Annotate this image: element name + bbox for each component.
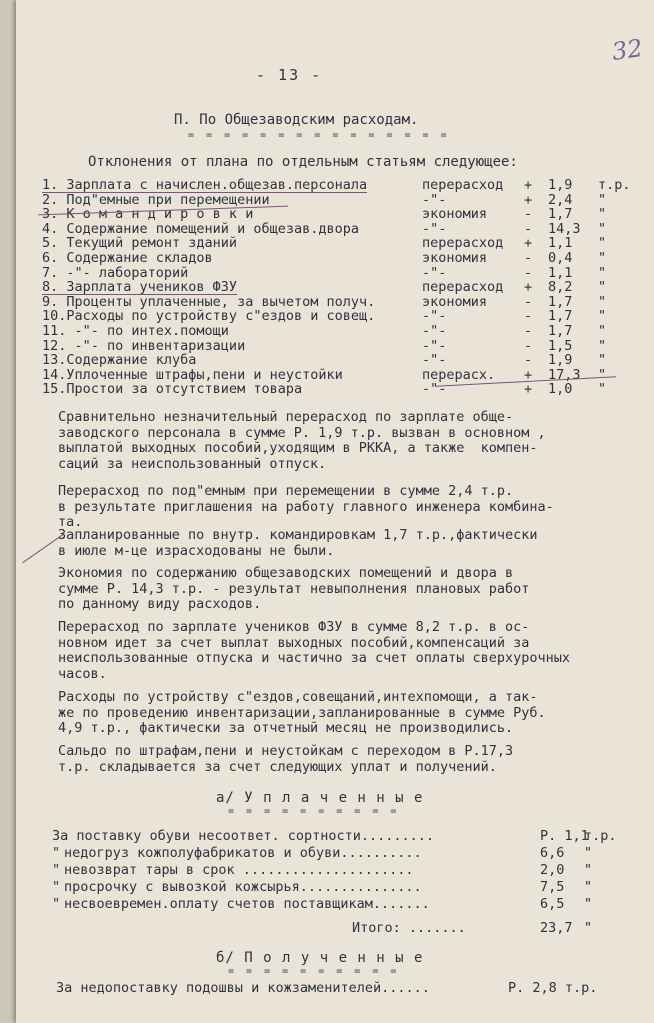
paid-row-unit: " [584, 879, 593, 895]
deviation-unit: " [598, 191, 607, 208]
paid-row-ditto: " [52, 896, 61, 912]
deviation-unit: " [598, 235, 607, 252]
deviation-value: 1,5 [548, 337, 573, 354]
deviation-value: 17,3 [548, 366, 581, 383]
paid-total-label: Итого: ....... [352, 920, 466, 936]
paid-row-text: просрочку с вывозкой кожсырья............... [64, 879, 422, 895]
paid-row-amount: 2,0 [540, 862, 565, 878]
deviation-status: -"- [422, 308, 447, 325]
deviation-item-text: 11. -"- по интех.помощи [42, 322, 229, 339]
deviation-status: -"- [422, 191, 447, 208]
paragraph: Перерасход по зарплате учеников ФЗУ в сумме 8,2 т.р. в ос- новном идет за счет выплат выходных пособий,компенсаций за неиспользованные отпуска и частично за счет оплаты сверхурочных часов. [58, 619, 571, 682]
deviation-item-text: 6. Содержание складов [42, 249, 213, 266]
deviation-value: 1,9 [548, 177, 573, 193]
paragraph: Экономия по содержанию общезаводских помещений и двора в сумме Р. 14,3 т.р. - результат невыполнения плановых работ по данному виду расходов. [58, 565, 530, 612]
deviation-value: 1,0 [548, 381, 573, 398]
document-page [16, 0, 654, 1023]
deviation-item-text: 13.Содержание клуба [42, 352, 197, 369]
deviation-item-text: 10.Расходы по устройству с"ездов и совещ. [42, 308, 376, 325]
paid-row-text: За поставку обуви несоответ. сортности......... [52, 828, 435, 844]
deviation-item-text: 12. -"- по инвентаризации [42, 337, 246, 354]
deviation-unit: " [598, 293, 607, 310]
paid-row-text: недогруз кожполуфабрикатов и обуви.......... [64, 845, 422, 861]
received-row-amount: Р. 2,8 т.р. [508, 980, 598, 996]
paid-total-unit: " [584, 920, 593, 936]
paid-row-unit: " [584, 862, 593, 878]
deviation-unit: " [598, 322, 607, 339]
paragraph: Перерасход по под"емным при перемещении в сумме 2,4 т.р. в результате приглашения на работу главного инженера комбина- та. [58, 483, 554, 530]
deviation-status: -"- [422, 264, 447, 281]
paid-row [16, 828, 654, 845]
paid-row-ditto: " [52, 862, 61, 878]
deviation-item-text: 14.Уплоченные штрафы,пени и неустойки [42, 366, 343, 383]
received-row-text: За недопоставку подошвы и кожзаменителей...... [56, 980, 430, 996]
paragraph: Сравнительно незначительный перерасход по зарплате обще- заводского персонала в сумме Р. 1,9 т.р. вызван в основном , выплатой выходных пособий,уходящим в РККА, а также компен- саций за неиспользованный отпуск. [58, 409, 546, 472]
deviation-sign: - [524, 352, 533, 369]
deviation-unit: " [598, 366, 607, 383]
deviation-unit: " [598, 206, 607, 223]
deviation-unit: " [598, 220, 607, 237]
paid-row [16, 862, 654, 879]
deviation-sign: + [524, 177, 533, 193]
deviation-value: 1,7 [548, 293, 573, 310]
deviation-unit: " [598, 264, 607, 281]
deviation-status: экономия [422, 293, 488, 310]
paid-row [16, 845, 654, 862]
page-number: - 13 - [256, 66, 323, 84]
paid-row-ditto: " [52, 879, 61, 895]
paid-underline: = = = = = = = = = = [228, 806, 400, 817]
deviation-status: экономия [422, 206, 488, 223]
deviation-sign: - [524, 308, 533, 325]
deviation-unit: " [598, 352, 607, 369]
received-underline: = = = = = = = = = = [228, 966, 400, 977]
deviation-item-text: 15.Простои за отсутствием товара [42, 381, 303, 398]
deviation-unit: " [598, 308, 607, 325]
deviation-sign: - [524, 322, 533, 339]
deviation-sign: + [524, 279, 533, 296]
received-row [16, 980, 654, 997]
deviation-unit: " [598, 381, 607, 398]
deviation-row [16, 339, 654, 354]
paid-row-unit: " [584, 845, 593, 861]
deviation-row [16, 266, 654, 281]
deviation-value: 8,2 [548, 279, 573, 296]
deviation-status: перерасход [422, 235, 504, 252]
section-title: П. По Общезаводским расходам. [174, 112, 419, 128]
deviation-value: 1,7 [548, 322, 573, 339]
deviation-sign: + [524, 366, 533, 383]
paid-row-amount: 6,6 [540, 845, 565, 861]
deviation-status: перерасход [422, 177, 504, 193]
deviation-status: -"- [422, 381, 447, 398]
paid-total-value: 23,7 [540, 920, 573, 936]
deviation-row [16, 382, 654, 397]
paragraph: Сальдо по штрафам,пени и неустойкам с переходом в Р.17,3 т.р. складывается за счет следующих уплат и получений. [58, 743, 514, 775]
deviation-item-text: 9. Проценты уплаченные, за вычетом получ. [42, 293, 376, 310]
deviation-unit: т.р. [598, 177, 631, 193]
deviation-value: 1,7 [548, 206, 573, 223]
deviation-sign: - [524, 206, 533, 223]
deviation-row [16, 309, 654, 324]
paid-row-text: невозврат тары в срок ..................... [64, 862, 414, 878]
deviation-status: перерасх. [422, 366, 496, 383]
deviation-item-text: 3. К о м а н д и р о в к и [42, 206, 254, 223]
paid-row-amount: Р. 1,1 [540, 828, 589, 844]
deviation-value: 0,4 [548, 249, 573, 266]
deviation-value: 1,1 [548, 264, 573, 281]
paid-list [16, 828, 654, 913]
paid-row-text: несвоевремен.оплату счетов поставщикам....... [64, 896, 430, 912]
deviation-sign: - [524, 249, 533, 266]
paid-heading: а/ У п л а ч е н н ы е [216, 790, 424, 806]
deviation-unit: " [598, 337, 607, 354]
deviation-sign: - [524, 264, 533, 281]
deviation-sign: + [524, 191, 533, 208]
handwritten-page-number: 32 [610, 34, 645, 66]
deviation-value: 1,1 [548, 235, 573, 252]
paid-row-ditto: " [52, 845, 61, 861]
title-underline: = = = = = = = = = = = = = = = [188, 130, 450, 141]
deviation-row [16, 353, 654, 368]
deviation-item-text: 1. Зарплата с начислен.общезав.персонала [42, 177, 368, 193]
paid-row-unit: т.р. [584, 828, 617, 844]
deviation-status: -"- [422, 337, 447, 354]
deviation-status: перерасход [422, 279, 504, 296]
deviation-item-text: 8. Зарплата учеников ФЗУ [42, 279, 238, 296]
deviation-row [16, 222, 654, 237]
paragraph: Расходы по устройству с"ездов,совещаний,интехпомощи, а так- же по проведению инвентаризации,запланированные в сумме Руб. 4,9 т.р., фактически за отчетный месяц не производились. [58, 689, 546, 736]
deviation-sign: + [524, 235, 533, 252]
paid-row-unit: " [584, 896, 593, 912]
deviation-value: 1,7 [548, 308, 573, 325]
paid-row-amount: 7,5 [540, 879, 565, 895]
deviation-sign: - [524, 220, 533, 237]
deviation-item-text: 7. -"- лабораторий [42, 264, 189, 281]
deviation-row [16, 324, 654, 339]
deviation-row [16, 295, 654, 310]
deviation-row [16, 178, 654, 193]
section-intro: Отклонения от плана по отдельным статьям следующее: [88, 154, 518, 170]
deviation-row [16, 280, 654, 295]
deviation-item-text: 5. Текущий ремонт зданий [42, 235, 238, 252]
deviation-status: -"- [422, 322, 447, 339]
deviation-row [16, 207, 654, 222]
deviation-row [16, 236, 654, 251]
paragraph: Запланированные по внутр. командировкам 1,7 т.р.,фактически в июле м-це израсходованы не были. [58, 527, 538, 559]
paid-row-amount: 6,5 [540, 896, 565, 912]
deviation-item-text: 4. Содержание помещений и общезав.двора [42, 220, 359, 237]
deviation-unit: " [598, 249, 607, 266]
paid-row [16, 879, 654, 896]
deviation-row [16, 193, 654, 208]
deviation-sign: + [524, 381, 533, 398]
paid-row [16, 896, 654, 913]
deviation-item-text: 2. Под"емные при перемещении [42, 191, 270, 208]
deviation-value: 1,9 [548, 352, 573, 369]
deviation-value: 2,4 [548, 191, 573, 208]
deviation-sign: - [524, 337, 533, 354]
deviation-status: -"- [422, 220, 447, 237]
received-heading: б/ П о л у ч е н н ы е [216, 950, 424, 966]
deviation-row [16, 251, 654, 266]
deviation-value: 14,3 [548, 220, 581, 237]
deviation-sign: - [524, 293, 533, 310]
deviation-unit: " [598, 279, 607, 296]
deviation-status: экономия [422, 249, 488, 266]
paid-total-row [16, 920, 654, 937]
deviation-status: -"- [422, 352, 447, 369]
